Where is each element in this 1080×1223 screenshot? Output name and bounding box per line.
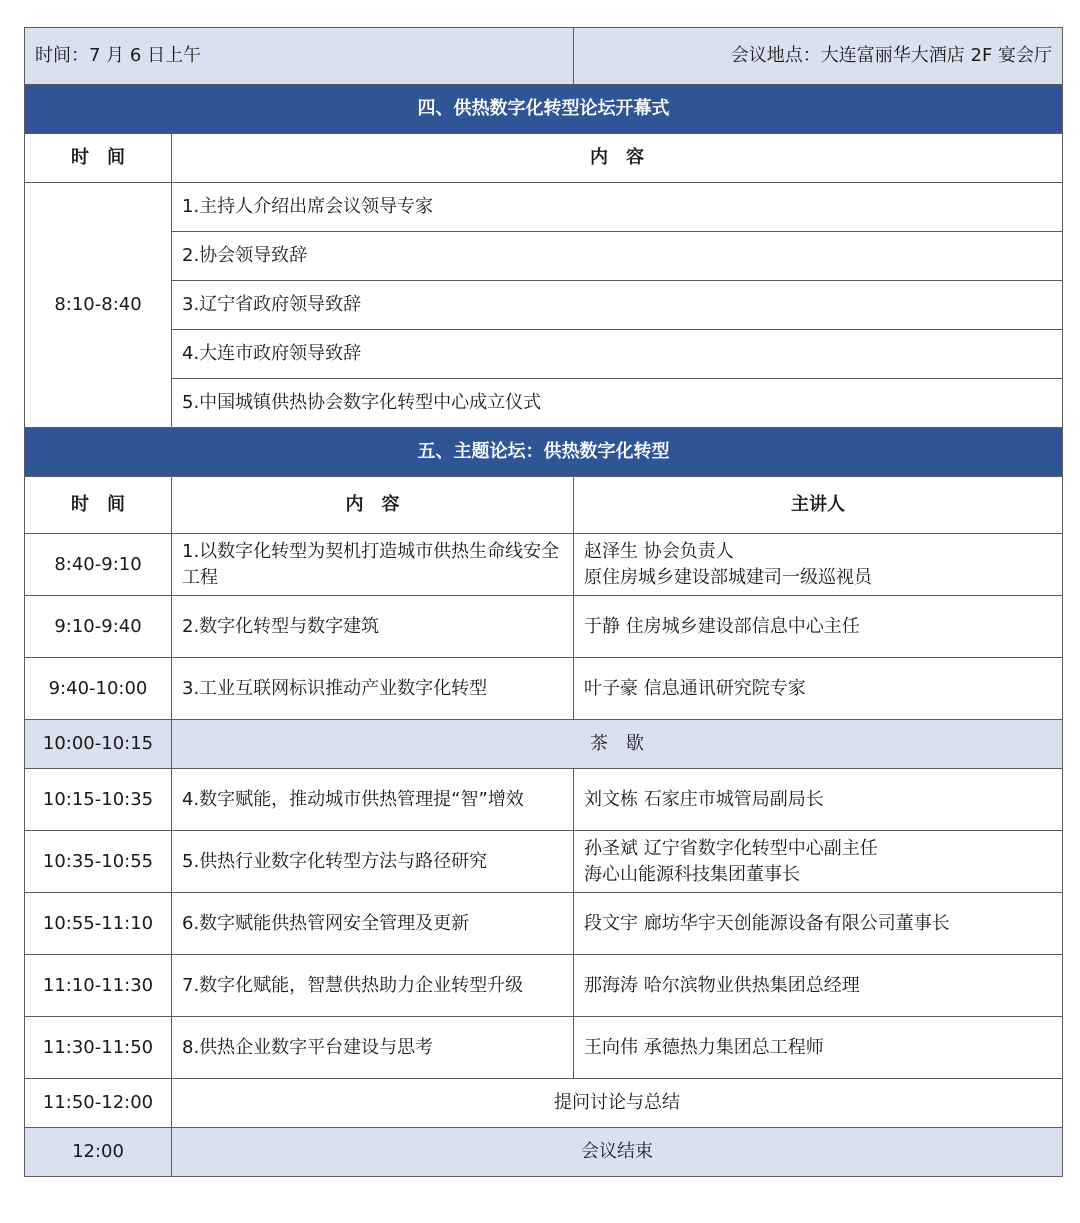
talk-title: 4.数字赋能，推动城市供热管理提“智”增效	[172, 769, 574, 831]
talk-speaker	[574, 831, 1063, 893]
talk-speaker: 王向伟 承德热力集团总工程师	[574, 1017, 1063, 1079]
talk-title: 5.供热行业数字化转型方法与路径研究	[172, 831, 574, 893]
section-title-row	[25, 85, 1063, 134]
speaker-line: 赵泽生 协会负责人	[584, 540, 734, 562]
section-title-row	[25, 428, 1063, 477]
agenda-item: 4.大连市政府领导致辞	[172, 330, 1063, 379]
end-row	[25, 1128, 1063, 1177]
col-header-content: 内 容	[172, 477, 574, 534]
col-header-time: 时 间	[25, 477, 172, 534]
section-4-header-row	[25, 134, 1063, 183]
table-row	[25, 831, 1063, 893]
end-label: 会议结束	[172, 1128, 1063, 1177]
col-header-time: 时 间	[25, 134, 172, 183]
table-row	[25, 658, 1063, 720]
section-5-header-row	[25, 477, 1063, 534]
qa-time: 11:50-12:00	[25, 1079, 172, 1128]
table-row	[25, 232, 1063, 281]
talk-speaker	[574, 534, 1063, 596]
talk-title: 6.数字赋能供热管网安全管理及更新	[172, 893, 574, 955]
qa-row	[25, 1079, 1063, 1128]
talk-time: 10:15-10:35	[25, 769, 172, 831]
table-row	[25, 183, 1063, 232]
talk-time: 9:10-9:40	[25, 596, 172, 658]
meeting-time: 时间：7 月 6 日上午	[25, 28, 574, 85]
break-time: 10:00-10:15	[25, 720, 172, 769]
talk-time: 10:55-11:10	[25, 893, 172, 955]
talk-time: 9:40-10:00	[25, 658, 172, 720]
talk-time: 8:40-9:10	[25, 534, 172, 596]
table-row	[25, 955, 1063, 1017]
talk-title: 8.供热企业数字平台建设与思考	[172, 1017, 574, 1079]
agenda-item: 3.辽宁省政府领导致辞	[172, 281, 1063, 330]
break-row	[25, 720, 1063, 769]
table-row	[25, 330, 1063, 379]
talk-title: 1.以数字化转型为契机打造城市供热生命线安全工程	[172, 534, 574, 596]
info-row	[25, 28, 1063, 85]
section-4-title: 四、供热数字化转型论坛开幕式	[25, 85, 1063, 134]
meeting-venue: 会议地点：大连富丽华大酒店 2F 宴会厅	[574, 28, 1063, 85]
talk-speaker: 叶子豪 信息通讯研究院专家	[574, 658, 1063, 720]
talk-title: 3.工业互联网标识推动产业数字化转型	[172, 658, 574, 720]
talk-speaker: 那海涛 哈尔滨物业供热集团总经理	[574, 955, 1063, 1017]
agenda-item: 1.主持人介绍出席会议领导专家	[172, 183, 1063, 232]
qa-label: 提问讨论与总结	[172, 1079, 1063, 1128]
speaker-line: 原住房城乡建设部城建司一级巡视员	[584, 566, 873, 588]
table-row	[25, 769, 1063, 831]
speaker-line: 孙圣斌 辽宁省数字化转型中心副主任	[584, 837, 878, 859]
schedule-table	[24, 27, 1063, 1177]
agenda-item: 2.协会领导致辞	[172, 232, 1063, 281]
table-row	[25, 281, 1063, 330]
agenda-item: 5.中国城镇供热协会数字化转型中心成立仪式	[172, 379, 1063, 428]
col-header-content: 内 容	[172, 134, 1063, 183]
table-row	[25, 534, 1063, 596]
table-row	[25, 1017, 1063, 1079]
opening-time: 8:10-8:40	[25, 183, 172, 428]
talk-time: 10:35-10:55	[25, 831, 172, 893]
section-5-title: 五、主题论坛：供热数字化转型	[25, 428, 1063, 477]
col-header-speaker: 主讲人	[574, 477, 1063, 534]
table-row	[25, 379, 1063, 428]
talk-speaker: 刘文栋 石家庄市城管局副局长	[574, 769, 1063, 831]
table-row	[25, 893, 1063, 955]
talk-time: 11:30-11:50	[25, 1017, 172, 1079]
talk-title: 2.数字化转型与数字建筑	[172, 596, 574, 658]
talk-speaker: 段文宇 廊坊华宇天创能源设备有限公司董事长	[574, 893, 1063, 955]
end-time: 12:00	[25, 1128, 172, 1177]
table-row	[25, 596, 1063, 658]
speaker-line: 海心山能源科技集团董事长	[584, 863, 801, 885]
talk-time: 11:10-11:30	[25, 955, 172, 1017]
break-label: 茶 歇	[172, 720, 1063, 769]
talk-title: 7.数字化赋能，智慧供热助力企业转型升级	[172, 955, 574, 1017]
talk-speaker: 于静 住房城乡建设部信息中心主任	[574, 596, 1063, 658]
